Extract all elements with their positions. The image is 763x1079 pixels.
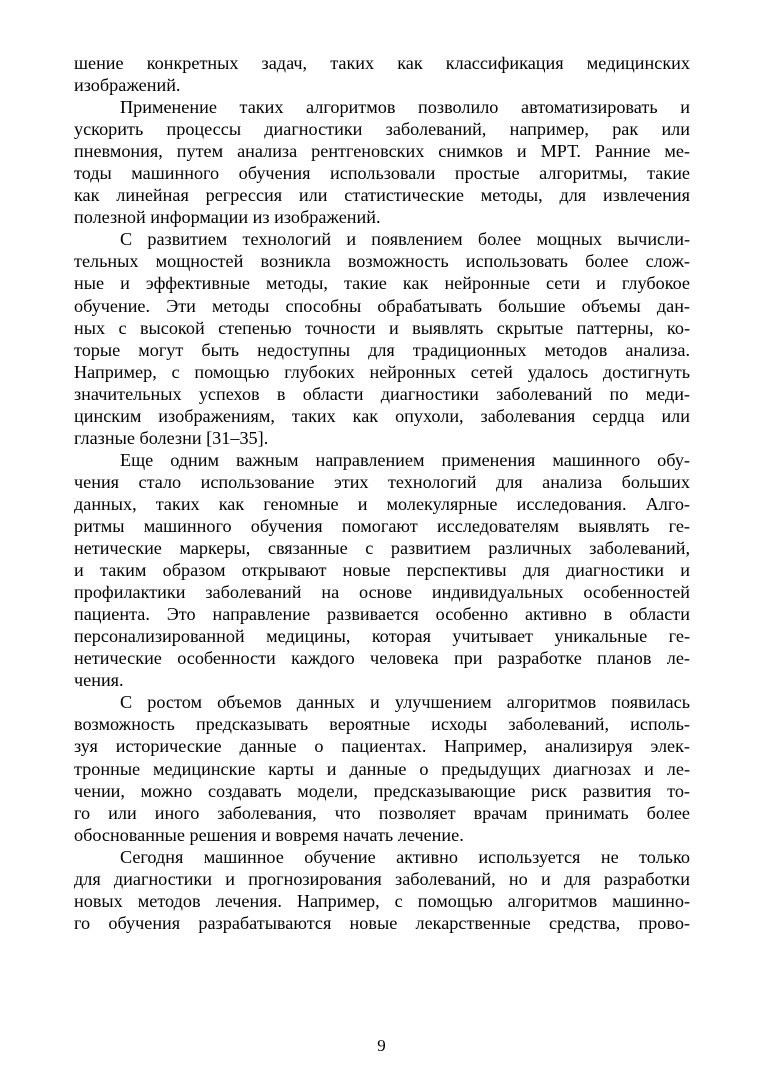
- text-line: обоснованные решения и вовремя начать лечение.: [74, 824, 464, 845]
- text-line: зуя исторические данные о пациентах. Например, анализируя элек-: [74, 736, 690, 757]
- text-line: персонализированной медицины, которая учитывает уникальные ге-: [74, 626, 690, 647]
- text-line: глазные болезни [31–35].: [74, 427, 269, 448]
- paragraph-first-line: С ростом объемов данных и улучшением алгоритмов появилась: [120, 692, 690, 713]
- text-line: го или иного заболевания, что позволяет врачам принимать более: [74, 802, 690, 823]
- text-line: ритмы машинного обучения помогают исследователям выявлять ге-: [74, 515, 690, 536]
- text-line: как линейная регрессия или статистические методы, для извлечения: [74, 185, 690, 206]
- text-line: пневмония, путем анализа рентгеновских снимков и МРТ. Ранние ме-: [74, 141, 690, 162]
- text-line: возможность предсказывать вероятные исходы заболеваний, исполь-: [74, 714, 690, 735]
- text-line: обучение. Эти методы способны обрабатывать большие объемы дан-: [74, 295, 690, 316]
- text-line: цинским изображениям, таких как опухоли, заболевания сердца или: [74, 405, 690, 426]
- text-line: тоды машинного обучения использовали простые алгоритмы, такие: [74, 163, 690, 184]
- paragraph-first-line: Сегодня машинное обучение активно используется не только: [120, 846, 690, 867]
- body-text: [74, 52, 690, 934]
- text-line: нетические особенности каждого человека при разработке планов ле-: [74, 648, 690, 669]
- text-line: ускорить процессы диагностики заболеваний, например, рак или: [74, 119, 690, 140]
- text-line: го обучения разрабатываются новые лекарственные средства, прово-: [74, 912, 690, 933]
- text-line: тельных мощностей возникла возможность использовать более слож-: [74, 251, 690, 272]
- text-line: чения стало использование этих технологий для анализа больших: [74, 471, 690, 492]
- text-line: данных, таких как геномные и молекулярные исследования. Алго-: [74, 493, 690, 514]
- paragraph-first-line: С развитием технологий и появлением более мощных вычисли-: [120, 229, 690, 250]
- text-line: для диагностики и прогнозирования заболеваний, но и для разработки: [74, 868, 690, 889]
- text-line: шение конкретных задач, таких как классификация медицинских: [74, 53, 690, 73]
- text-line: чения.: [74, 670, 124, 691]
- text-line: ных с высокой степенью точности и выявлять скрытые паттерны, ко-: [74, 317, 690, 338]
- text-line: ные и эффективные методы, такие как нейронные сети и глубокое: [74, 273, 690, 294]
- paragraph-first-line: Еще одним важным направлением применения машинного обу-: [120, 449, 690, 470]
- text-line: профилактики заболеваний на основе индивидуальных особенностей: [74, 582, 690, 603]
- text-line: чении, можно создавать модели, предсказывающие риск развития то-: [74, 780, 690, 801]
- page-number: 9: [377, 1036, 386, 1055]
- text-line: полезной информации из изображений.: [74, 207, 381, 228]
- text-line: торые могут быть недоступны для традиционных методов анализа.: [74, 339, 690, 360]
- text-line: новых методов лечения. Например, с помощью алгоритмов машинно-: [74, 890, 690, 911]
- text-line: Например, с помощью глубоких нейронных сетей удалось достигнуть: [74, 361, 690, 382]
- text-line: пациента. Это направление развивается особенно активно в области: [74, 604, 690, 625]
- text-line: значительных успехов в области диагностики заболеваний по меди-: [74, 383, 690, 404]
- text-line: тронные медицинские карты и данные о предыдущих диагнозах и ле-: [74, 758, 690, 779]
- text-line: изображений.: [74, 75, 181, 96]
- text-line: и таким образом открывают новые перспективы для диагностики и: [74, 560, 690, 581]
- paragraph-first-line: Применение таких алгоритмов позволило автоматизировать и: [120, 97, 690, 118]
- text-line: нетические маркеры, связанные с развитием различных заболеваний,: [74, 538, 690, 559]
